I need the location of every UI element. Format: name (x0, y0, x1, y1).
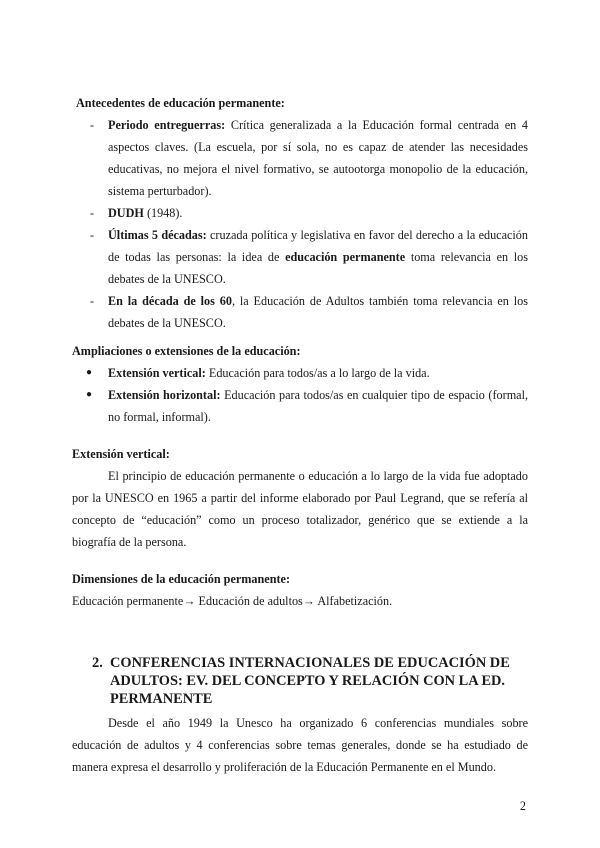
dash-marker: - (90, 228, 95, 242)
item-text: Educación para todos/as en cualquier tipo de espacio (formal, no formal, informal). (108, 388, 529, 424)
item-text: cruzada política y legislativa en favor del derecho a la educación de todas las personas: la idea de (108, 228, 528, 264)
list-item (72, 224, 528, 290)
dimensiones-heading: Dimensiones de la educación permanente: (72, 572, 291, 586)
list-item (72, 384, 528, 428)
item-bold: En la década de los 60 (108, 294, 232, 308)
list-item (72, 362, 528, 384)
ampliaciones-heading: Ampliaciones o extensiones de la educación: (72, 344, 301, 358)
antecedentes-section (72, 92, 528, 334)
dash-marker: - (90, 118, 95, 132)
section-2-body (72, 712, 528, 778)
bullet-marker: ● (86, 367, 93, 378)
ampliaciones-section (72, 340, 528, 428)
dimensiones-section (72, 568, 528, 612)
antecedentes-list (72, 114, 528, 334)
dash-marker: - (90, 206, 95, 220)
ampliaciones-list (72, 362, 528, 428)
item-text: Educación para todos/as a lo largo de la vida. (205, 366, 430, 380)
item-bold: DUDH (108, 206, 144, 220)
item-bold: Extensión vertical: (108, 366, 206, 380)
list-item (72, 114, 528, 202)
bullet-marker: ● (86, 389, 93, 400)
section-title-text: CONFERENCIAS INTERNACIONALES DE EDUCACIÓN DE ADULTOS: EV. DEL CONCEPTO Y RELACIÓN CON LA ED. PERMANENTE (110, 655, 510, 707)
antecedentes-heading: Antecedentes de educación permanente: (76, 96, 285, 110)
extension-vertical-heading: Extensión vertical: (72, 447, 170, 461)
item-bold-2: educación permanente (285, 250, 406, 264)
list-item (72, 202, 528, 224)
dash-marker: - (90, 294, 95, 308)
extension-vertical-section (72, 443, 528, 553)
item-text-2: toma relevancia en los debates de la UNESCO. (108, 250, 528, 286)
extension-vertical-paragraph: El principio de educación permanente o educación a lo largo de la vida fue adoptado por la UNESCO en 1965 a partir del informe elaborado por Paul Legrand, que se refería al concepto de “educación” como un proceso totalizador, genérico que se extiende a la biografía de la persona. (72, 469, 528, 549)
section-2-paragraph: Desde el año 1949 la Unesco ha organizado 6 conferencias mundiales sobre educación de adultos y 4 conferencias sobre temas generales, donde se ha estudiado de manera expresa el desarrollo y proliferación de la Educación Permanente en el Mundo. (72, 716, 528, 774)
item-bold: Extensión horizontal: (108, 388, 221, 402)
item-text: , la Educación de Adultos también toma relevancia en los debates de la UNESCO. (108, 294, 528, 330)
item-bold: Últimas 5 décadas: (108, 228, 207, 242)
list-item (72, 290, 528, 334)
section-number: 2. (92, 655, 103, 671)
page-number: 2 (519, 799, 526, 813)
dimensiones-line: Educación permanente→ Educación de adultos→ Alfabetización. (72, 594, 393, 608)
item-bold: Periodo entreguerras: (108, 118, 226, 132)
item-text: (1948). (143, 206, 183, 220)
item-text: Crítica generalizada a la Educación formal centrada en 4 aspectos claves. (La escuela, por sí sola, no es capaz de atender las necesidades educativas, no mejora el nivel formativo, se autootorga monopolio de la educación, sistema perturbador). (108, 118, 528, 198)
section-2-title (92, 654, 522, 708)
